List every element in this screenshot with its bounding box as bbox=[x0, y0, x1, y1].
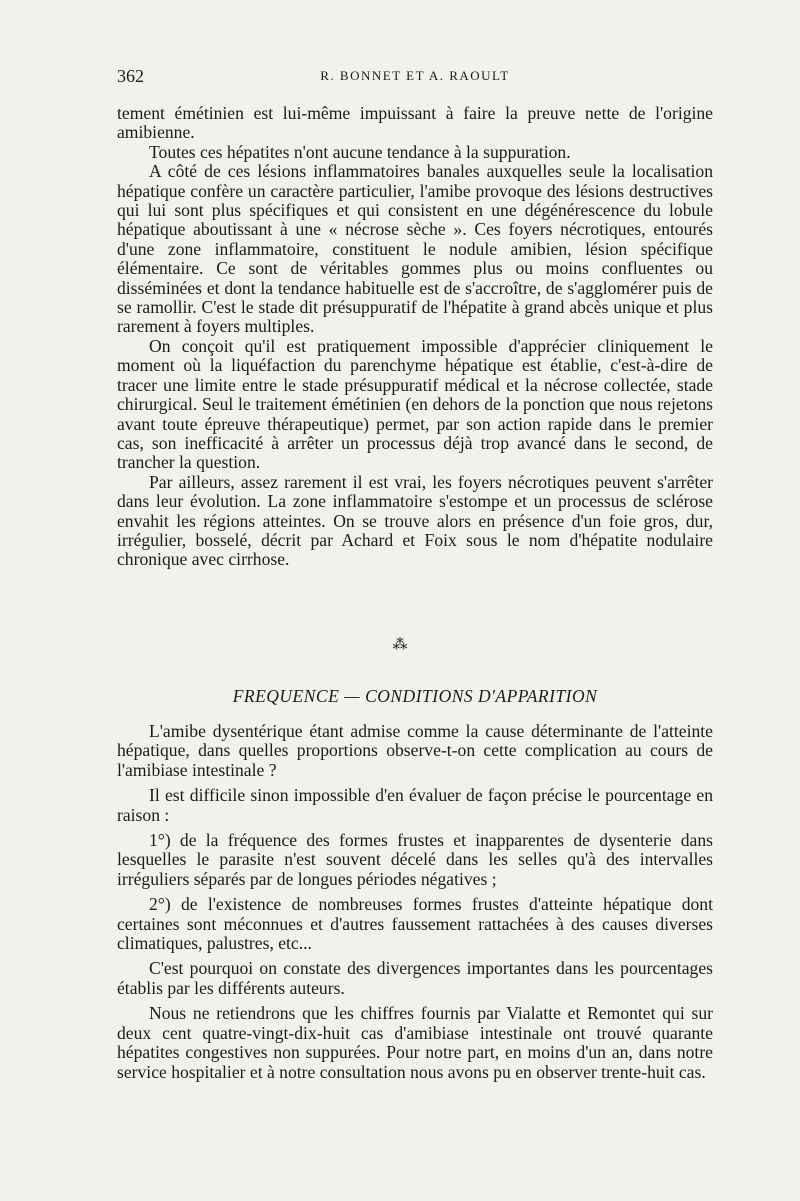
paragraph: On conçoit qu'il est pratiquement impossible d'apprécier cliniquement le moment où la liquéfaction du parenchyme hépatique est établie, c'est-à-dire de tracer une limite entre le stade présuppuratif médical et la nécrose collectée, stade chirurgical. Seul le traitement émétinien (en dehors de la ponction que nous rejetons avant toute épreuve thérapeutique) permet, par son action rapide dans le premier cas, son inefficacité à arrêter un processus déjà trop avancé dans le second, de trancher la question. bbox=[117, 335, 713, 473]
page-header bbox=[117, 66, 713, 90]
body-text-section-1 bbox=[117, 104, 713, 570]
page-number: 362 bbox=[117, 66, 144, 86]
asterism-separator: ⁂ bbox=[392, 637, 408, 653]
paragraph: tement émétinien est lui-même impuissant à faire la preuve nette de l'origine amibienne. bbox=[117, 103, 713, 143]
paragraph: 1°) de la fréquence des formes frustes et inapparentes de dysenterie dans lesquelles le parasite n'est souvent décelé dans les selles qu'à des intervalles irréguliers séparés par de longues périodes négatives ; bbox=[117, 830, 713, 889]
paragraph: L'amibe dysentérique étant admise comme la cause déterminante de l'atteinte hépatique, dans quelles proportions observe-t-on cette complication au cours de l'amibiase intestinale ? bbox=[117, 721, 713, 780]
paragraph: 2°) de l'existence de nombreuses formes frustes d'atteinte hépatique dont certaines sont méconnues et d'autres faussement rattachées à des causes diverses climatiques, palustres, etc... bbox=[117, 894, 713, 954]
paragraph: Nous ne retiendrons que les chiffres fournis par Vialatte et Remontet qui sur deux cent quatre-vingt-dix-huit cas d'amibiase intestinale ont trouvé quarante hépatites congestives non suppurées. Pour notre part, en moins d'un an, dans notre service hospitalier et à notre consultation nous avons pu en observer trente-huit cas. bbox=[117, 1003, 713, 1082]
running-head: R. BONNET ET A. RAOULT bbox=[320, 68, 510, 83]
paragraph: Toutes ces hépatites n'ont aucune tendance à la suppuration. bbox=[149, 141, 571, 162]
paragraph: A côté de ces lésions inflammatoires banales auxquelles seule la localisation hépatique confère un caractère particulier, l'amibe provoque des lésions destructives qui lui sont plus spécifiques et qui consistent en une dégénérescence du lobule hépatique aboutissant à une « nécrose sèche ». Ces foyers nécrotiques, entourés d'une zone inflammatoire, constituent le nodule amibien, lésion spécifique élémentaire. Ce sont de véritables gommes plus ou moins confluentes ou disséminées et dont la tendance habituelle est de s'accroître, de s'agglomérer puis de se ramollir. C'est le stade dit présuppuratif de l'hépatite à grand abcès unique et plus rarement à foyers multiples. bbox=[117, 161, 713, 337]
paragraph: C'est pourquoi on constate des divergences importantes dans les pourcentages établis par les différents auteurs. bbox=[117, 958, 713, 998]
body-text-section-2 bbox=[117, 722, 713, 1082]
paragraph: Il est difficile sinon impossible d'en évaluer de façon précise le pourcentage en raison : bbox=[117, 785, 713, 825]
paragraph: Par ailleurs, assez rarement il est vrai, les foyers nécrotiques peuvent s'arrêter dans leur évolution. La zone inflammatoire s'estompe et un processus de sclérose envahit les régions atteintes. On se trouve alors en présence d'un foie gros, dur, irrégulier, bosselé, décrit par Achard et Foix sous le nom d'hépatite nodulaire chronique avec cirrhose. bbox=[117, 471, 713, 570]
section-title: FREQUENCE — CONDITIONS D'APPARITION bbox=[232, 686, 598, 706]
